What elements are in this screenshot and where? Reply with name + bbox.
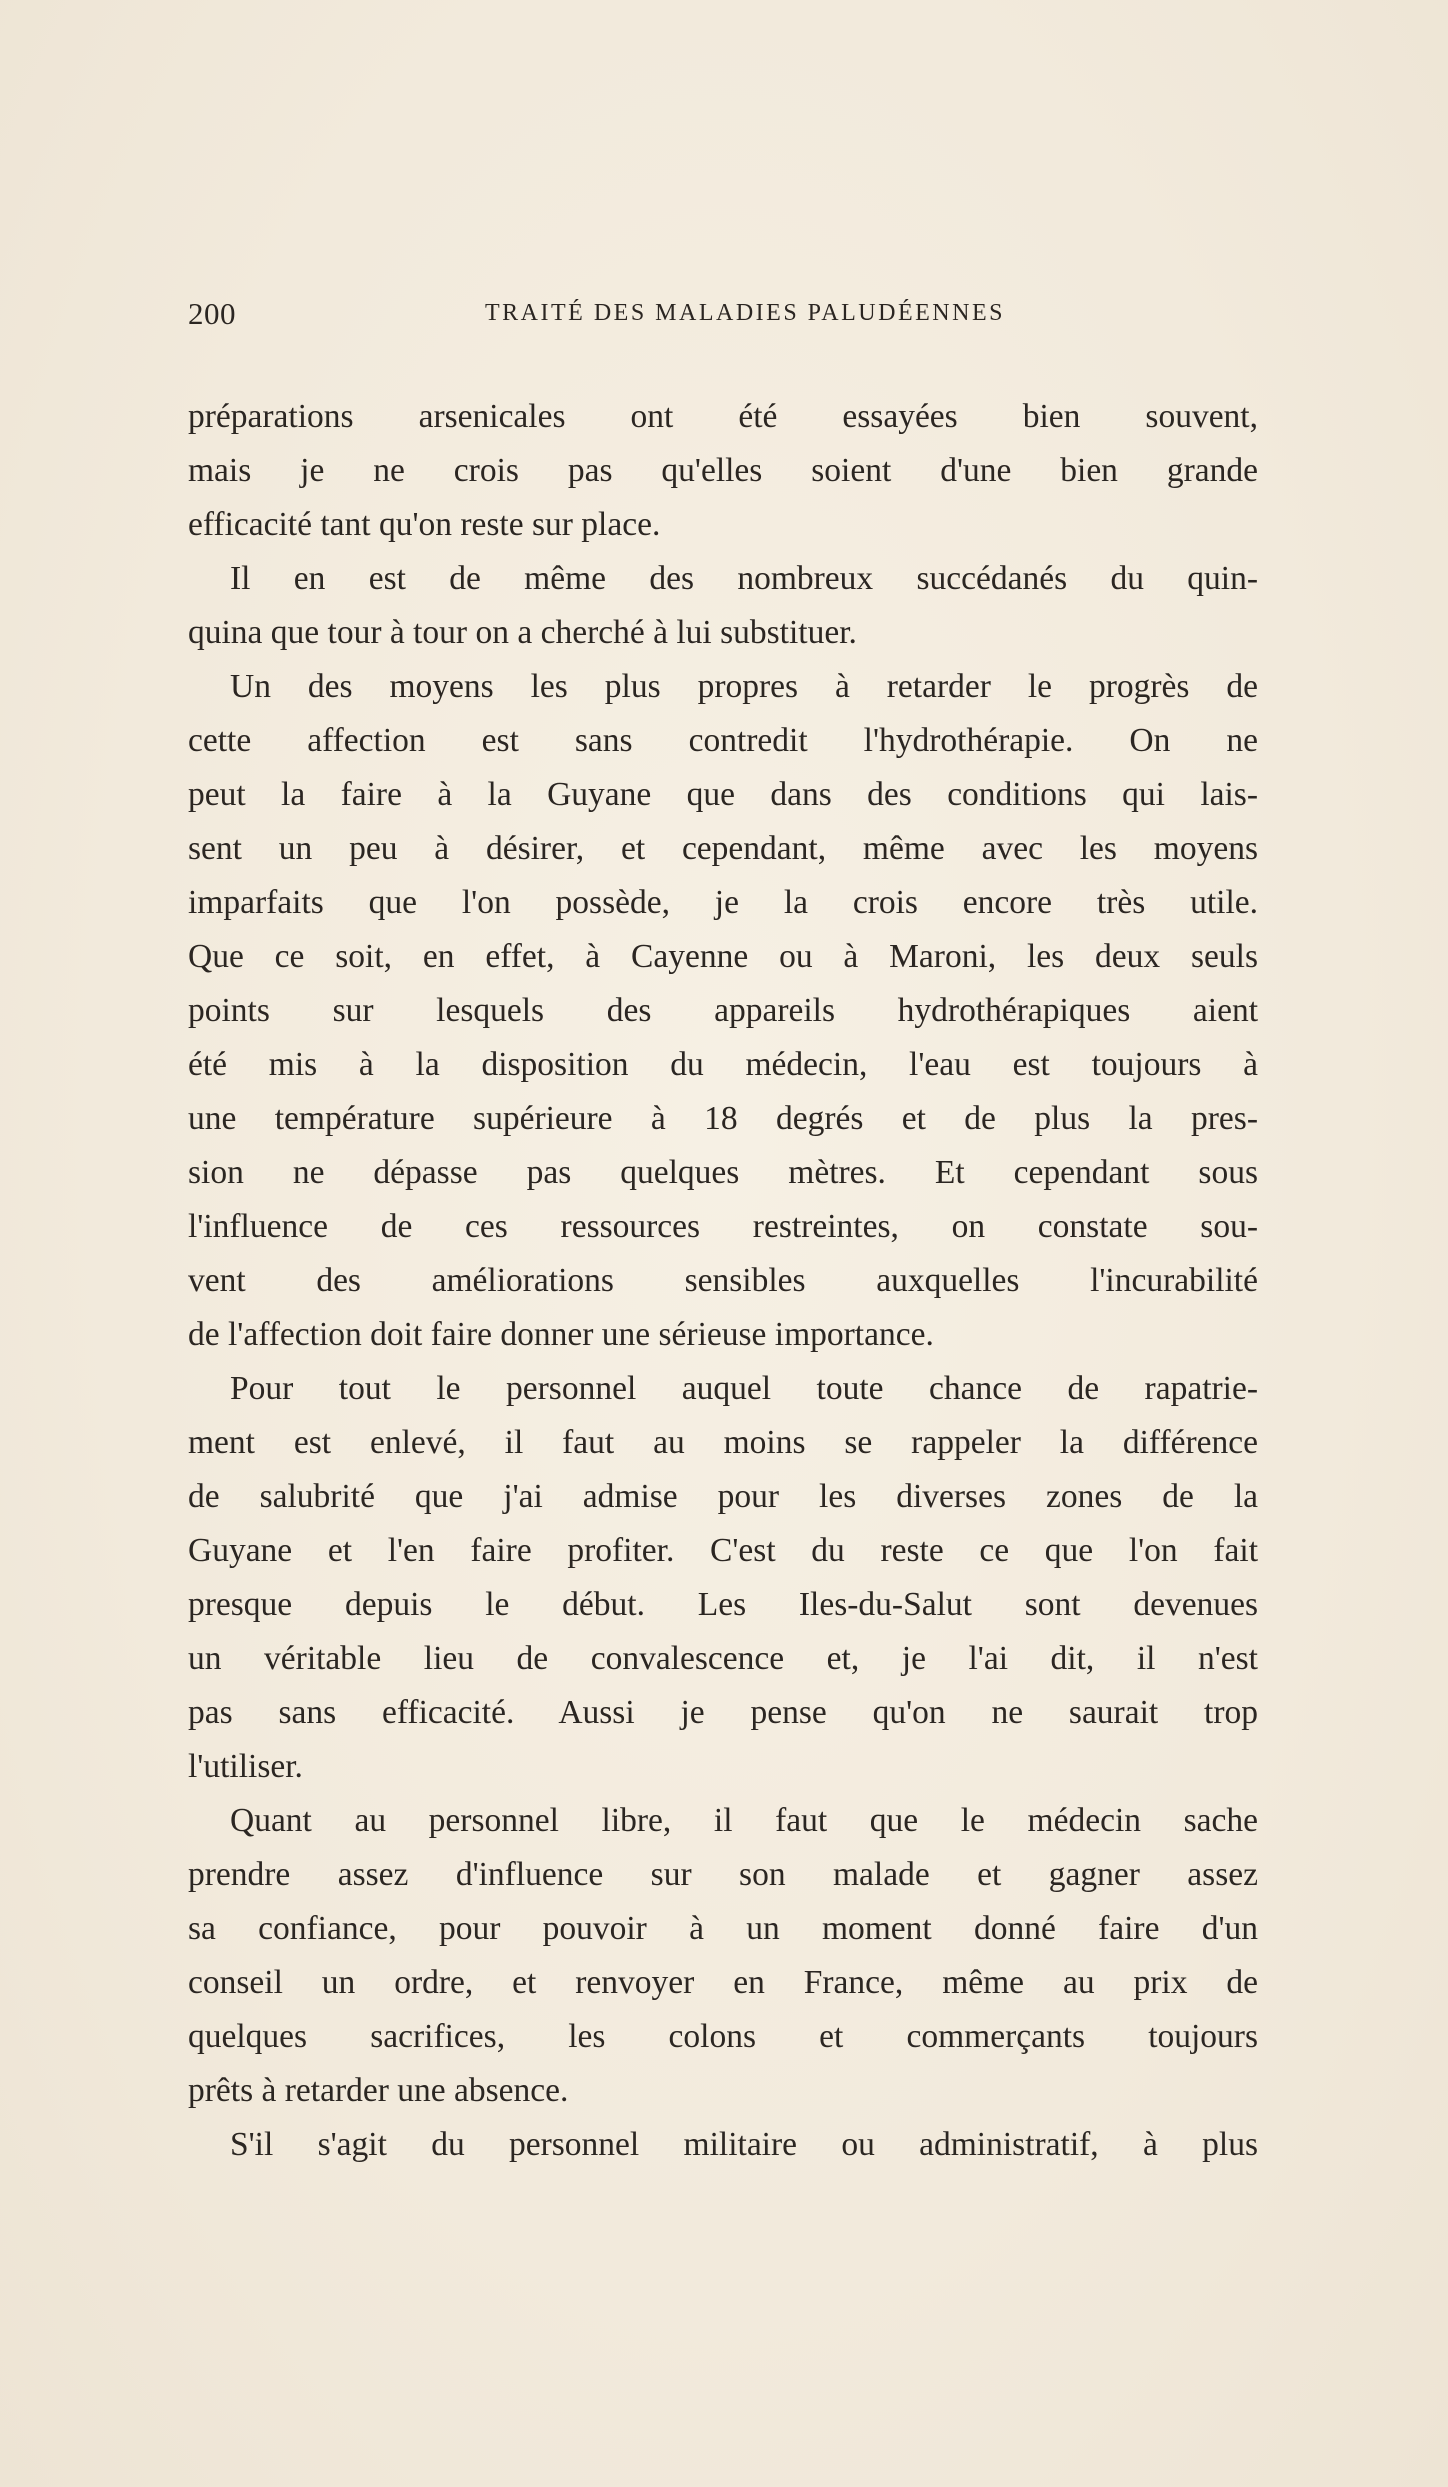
text-line: de salubrité que j'ai admise pour les diverses zones de la xyxy=(188,1478,1258,1515)
text-line: efficacité tant qu'on reste sur place. xyxy=(188,506,661,543)
text-line: peut la faire à la Guyane que dans des conditions qui lais- xyxy=(188,776,1258,813)
text-line: sion ne dépasse pas quelques mètres. Et cependant sous xyxy=(188,1154,1258,1191)
text-line: Que ce soit, en effet, à Cayenne ou à Maroni, les deux seuls xyxy=(188,938,1258,975)
text-line: Guyane et l'en faire profiter. C'est du reste ce que l'on fait xyxy=(188,1532,1258,1569)
text-line: quina que tour à tour on a cherché à lui substituer. xyxy=(188,614,857,651)
text-line: pas sans efficacité. Aussi je pense qu'on ne saurait trop xyxy=(188,1694,1258,1731)
text-line: S'il s'agit du personnel militaire ou administratif, à plus xyxy=(230,2126,1258,2163)
text-line: ment est enlevé, il faut au moins se rappeler la différence xyxy=(188,1424,1258,1461)
text-line: cette affection est sans contredit l'hydrothérapie. On ne xyxy=(188,722,1258,759)
text-line: préparations arsenicales ont été essayées bien souvent, xyxy=(188,398,1258,435)
text-line: Il en est de même des nombreux succédanés du quin- xyxy=(230,560,1258,597)
text-line: été mis à la disposition du médecin, l'eau est toujours à xyxy=(188,1046,1258,1083)
text-line: conseil un ordre, et renvoyer en France, même au prix de xyxy=(188,1964,1258,2001)
running-title: TRAITÉ DES MALADIES PALUDÉENNES xyxy=(485,300,1005,326)
text-line: mais je ne crois pas qu'elles soient d'une bien grande xyxy=(188,452,1258,489)
text-line: prêts à retarder une absence. xyxy=(188,2072,569,2109)
text-line: sent un peu à désirer, et cependant, même avec les moyens xyxy=(188,830,1258,867)
body-text xyxy=(188,390,1258,2172)
text-line: Un des moyens les plus propres à retarder le progrès de xyxy=(230,668,1258,705)
text-line: Quant au personnel libre, il faut que le médecin sache xyxy=(230,1802,1258,1839)
page-number: 200 xyxy=(188,296,236,331)
text-line: imparfaits que l'on possède, je la crois encore très utile. xyxy=(188,884,1258,921)
text-line: une température supérieure à 18 degrés et de plus la pres- xyxy=(188,1100,1258,1137)
running-head xyxy=(188,296,1258,340)
text-line: sa confiance, pour pouvoir à un moment donné faire d'un xyxy=(188,1910,1258,1947)
text-line: de l'affection doit faire donner une sérieuse importance. xyxy=(188,1316,934,1353)
text-line: l'influence de ces ressources restreintes, on constate sou- xyxy=(188,1208,1258,1245)
text-line: l'utiliser. xyxy=(188,1748,303,1785)
text-line: quelques sacrifices, les colons et commerçants toujours xyxy=(188,2018,1258,2055)
text-line: un véritable lieu de convalescence et, je l'ai dit, il n'est xyxy=(188,1640,1258,1677)
text-line: prendre assez d'influence sur son malade et gagner assez xyxy=(188,1856,1258,1893)
text-line: vent des améliorations sensibles auxquelles l'incurabilité xyxy=(188,1262,1258,1299)
text-line: points sur lesquels des appareils hydrothérapiques aient xyxy=(188,992,1258,1029)
text-line: presque depuis le début. Les Iles-du-Salut sont devenues xyxy=(188,1586,1258,1623)
text-line: Pour tout le personnel auquel toute chance de rapatrie- xyxy=(230,1370,1258,1407)
